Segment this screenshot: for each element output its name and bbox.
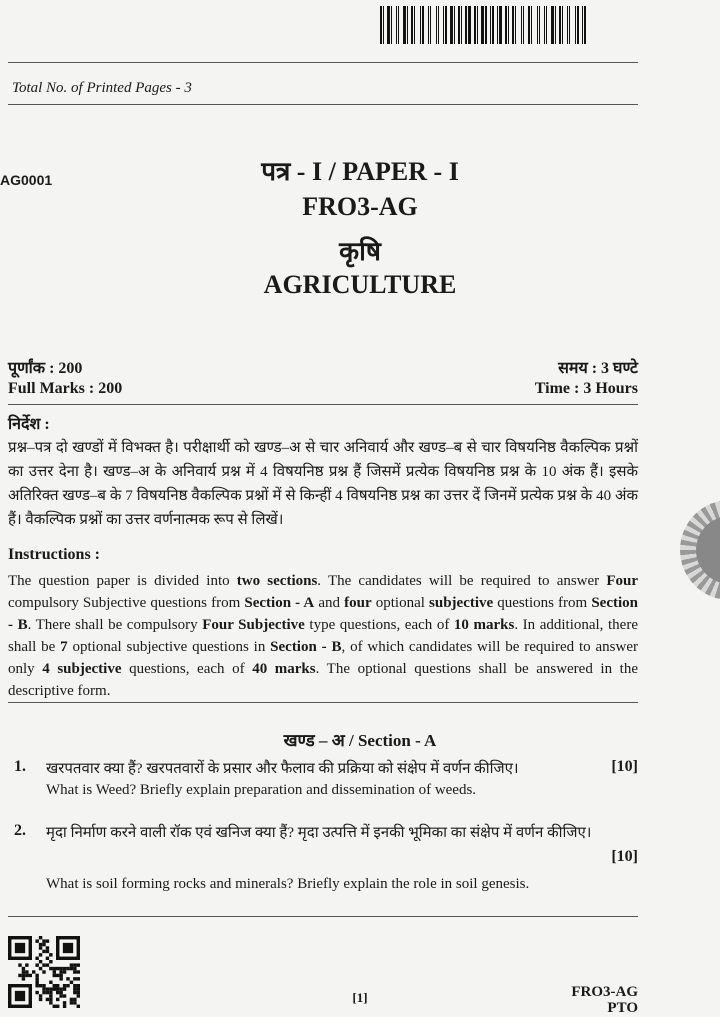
divider [8, 404, 638, 405]
divider [8, 916, 638, 917]
subject-hindi: कृषि [339, 237, 381, 266]
pto-label: PTO [607, 1000, 638, 1016]
question-marks: [10] [611, 758, 638, 775]
full-marks: Full Marks : 200 [8, 380, 123, 397]
time-hindi: समय : 3 घण्टे [558, 360, 638, 377]
divider [8, 104, 638, 105]
instructions-heading-hindi: निर्देश : [8, 416, 50, 433]
question-marks: [10] [611, 848, 638, 865]
subject-code: FRO3-AG [302, 192, 418, 221]
paper-title: पत्र - I / PAPER - I [261, 157, 459, 186]
page-number: [1] [352, 990, 368, 1005]
barcode [380, 6, 635, 44]
instructions-hindi: प्रश्न–पत्र दो खण्डों में विभक्त है। परीक्षार्थी को खण्ड–अ से चार अनिवार्य और खण्ड–ब से चार विषयनिष्ठ वैकल्पिक प्रश्नों का उत्तर देना है। खण्ड–अ के अनिवार्य प्रश्न में 4 विषयनिष्ठ प्रश्न हैं जिसमें प्रत्येक विषयनिष्ठ प्रश्न के 10 अंक हैं। इसके अतिरिक्त खण्ड–ब के 7 विषयनिष्ठ वैकल्पिक प्रश्नों में से किन्हीं 4 विषयनिष्ठ प्रश्न का उत्तर दें जिनमें प्रत्येक प्रश्न के 40 अंक हैं। वैकल्पिक प्रश्नों का उत्तर वर्णनात्मक रूप से लिखें। [8, 440, 638, 528]
instructions-english: The question paper is divided into two sections. The candidates will be required to answer Four compulsory Subjective questions from Section - A and four optional subjective questions from Section - B. There shall be compulsory Four Subjective type questions, each of 10 marks. In additional, there shall be 7 optional subjective questions in Section - B, of which candidates will be required to answer only 4 subjective questions, each of 40 marks. The optional questions shall be answered in the descriptive form. [8, 573, 639, 699]
divider [8, 702, 638, 703]
total-pages: Total No. of Printed Pages - 3 [12, 80, 192, 96]
paper-code: AG0001 [0, 172, 53, 188]
seal [680, 500, 720, 600]
marks-time-english [8, 380, 638, 398]
subject-english: AGRICULTURE [263, 270, 457, 299]
question-number: 1. [14, 758, 26, 775]
section-title: खण्ड – अ / Section - A [283, 731, 437, 750]
question-number: 2. [14, 822, 26, 839]
question-english: What is Weed? Briefly explain preparation and dissemination of weeds. [46, 782, 477, 798]
divider [8, 62, 638, 63]
time: Time : 3 Hours [534, 380, 638, 397]
marks-time-hindi [8, 356, 638, 378]
full-marks-hindi: पूर्णांक : 200 [8, 360, 83, 377]
footer-code: FRO3-AG [571, 984, 638, 1000]
question-hindi: खरपतवार क्या हैं? खरपतवारों के प्रसार और फैलाव की प्रक्रिया को संक्षेप में वर्णन कीजिए। [46, 761, 519, 777]
question-english: What is soil forming rocks and minerals? Briefly explain the role in soil genesis. [46, 876, 530, 892]
question-hindi: मृदा निर्माण करने वाली रॉक एवं खनिज क्या हैं? मृदा उत्पत्ति में इनकी भूमिका का संक्षेप में वर्णन कीजिए। [46, 825, 592, 841]
instructions-heading: Instructions : [8, 546, 101, 563]
